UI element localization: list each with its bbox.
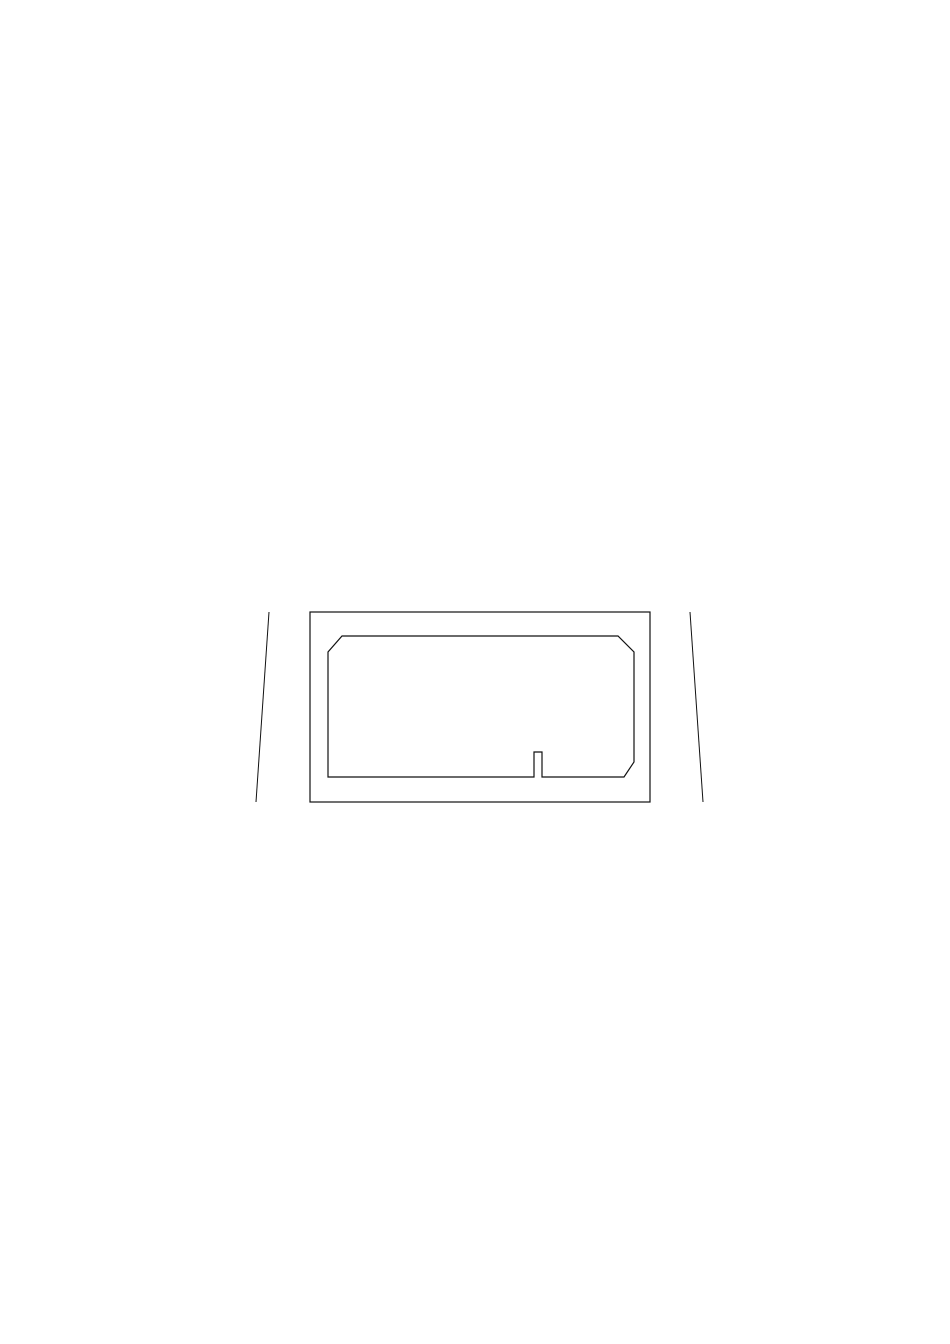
culvert-inner-opening bbox=[328, 636, 634, 777]
culvert-outer-frame bbox=[310, 612, 650, 802]
left-pressure-envelope bbox=[256, 612, 269, 802]
right-pressure-envelope bbox=[690, 612, 703, 802]
